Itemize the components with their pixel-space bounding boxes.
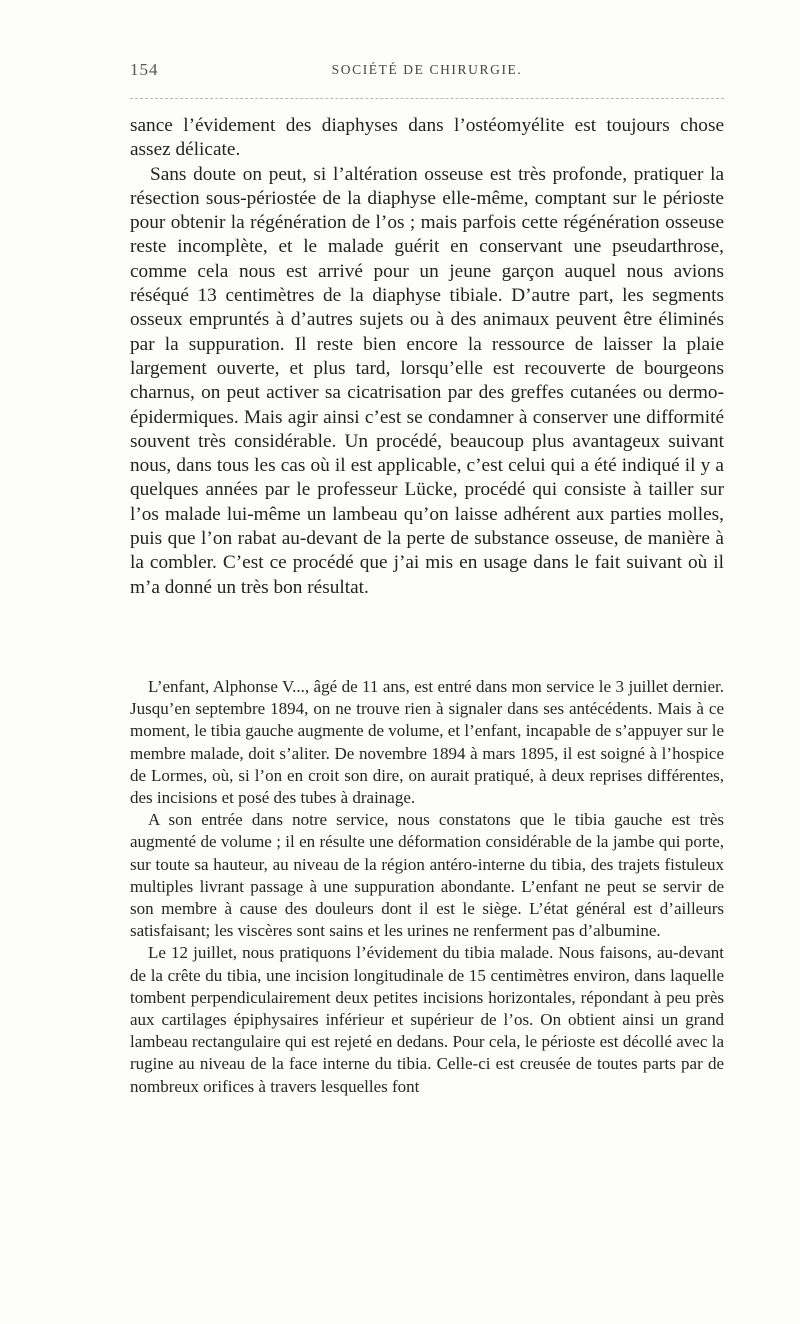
main-text (130, 114, 724, 600)
paragraph: sance l’évidement des diaphyses dans l’ostéomyélite est toujours chose assez délicate. (130, 115, 724, 161)
running-title: SOCIÉTÉ DE CHIRURGIE. (331, 62, 523, 77)
paragraph: A son entrée dans notre service, nous constatons que le tibia gauche est très augmenté de volume ; il en résulte une déformation considérable de la jambe qui porte, sur toute sa hauteur, au niveau de la région antéro-interne du tibia, des trajets fistuleux multiples livrant passage à une suppuration abondante. L’enfant ne peut se servir de son membre à cause des douleurs dont il est le siège. L’état général est d’ailleurs satisfaisant; les viscères sont sains et les urines ne renferment pas d’albumine. (130, 810, 724, 941)
paragraph: L’enfant, Alphonse V..., âgé de 11 ans, est entré dans mon service le 3 juillet dernier. Jusqu’en septembre 1894, on ne trouve rien à signaler dans ses antécédents. Mais à ce moment, le tibia gauche augmente de volume, et l’enfant, incapable de s’appuyer sur le membre malade, doit s’aliter. De novembre 1894 à mars 1895, il est soigné à l’hospice de Lormes, où, si l’on en croit son dire, on aurait pratiqué, à deux reprises différentes, des incisions et posé des tubes à drainage. (130, 677, 724, 808)
case-report (130, 676, 724, 1098)
page-number: 154 (130, 60, 159, 79)
page-header (130, 60, 724, 84)
header-rule (130, 98, 724, 99)
paragraph: Sans doute on peut, si l’altération osseuse est très profonde, pratiquer la résection sous-périostée de la diaphyse elle-même, comptant sur le périoste pour obtenir la régénération de l’os ; mais parfois cette régénération osseuse reste incomplète, et le malade guérit en conservant une pseudarthrose, comme cela nous est arrivé pour un jeune garçon auquel nous avions réséqué 13 centimètres de la diaphyse tibiale. D’autre part, les segments osseux empruntés à d’autres sujets ou à des animaux peuvent être éliminés par la suppuration. Il reste bien encore la ressource de laisser la plaie largement ouverte, et plus tard, lorsqu’elle est recouverte de bourgeons charnus, on peut activer sa cicatrisation par des greffes cutanées ou dermo-épidermiques. Mais agir ainsi c’est se condamner à conserver une difformité souvent très considérable. Un procédé, beaucoup plus avantageux suivant nous, dans tous les cas où il est applicable, c’est celui qui a été indiqué il y a quelques années par le professeur Lücke, procédé qui consiste à tailler sur l’os malade lui-même un lambeau qu’on laisse adhérent aux parties molles, puis que l’on rabat au-devant de la perte de substance osseuse, de manière à la combler. C’est ce procédé que j’ai mis en usage dans le fait suivant où il m’a donné un très bon résultat. (130, 163, 724, 598)
paragraph: Le 12 juillet, nous pratiquons l’évidement du tibia malade. Nous faisons, au-devant de la crête du tibia, une incision longitudinale de 15 centimètres environ, dans laquelle tombent perpendiculairement deux petites incisions horizontales, répondant à peu près aux cartilages épiphysaires inférieur et supérieur de l’os. On obtient ainsi un grand lambeau rectangulaire qui est rejeté en dedans. Pour cela, le périoste est décollé avec la rugine au niveau de la face interne du tibia. Celle-ci est creusée de toutes parts par de nombreux orifices à travers lesquelles font (130, 943, 724, 1096)
